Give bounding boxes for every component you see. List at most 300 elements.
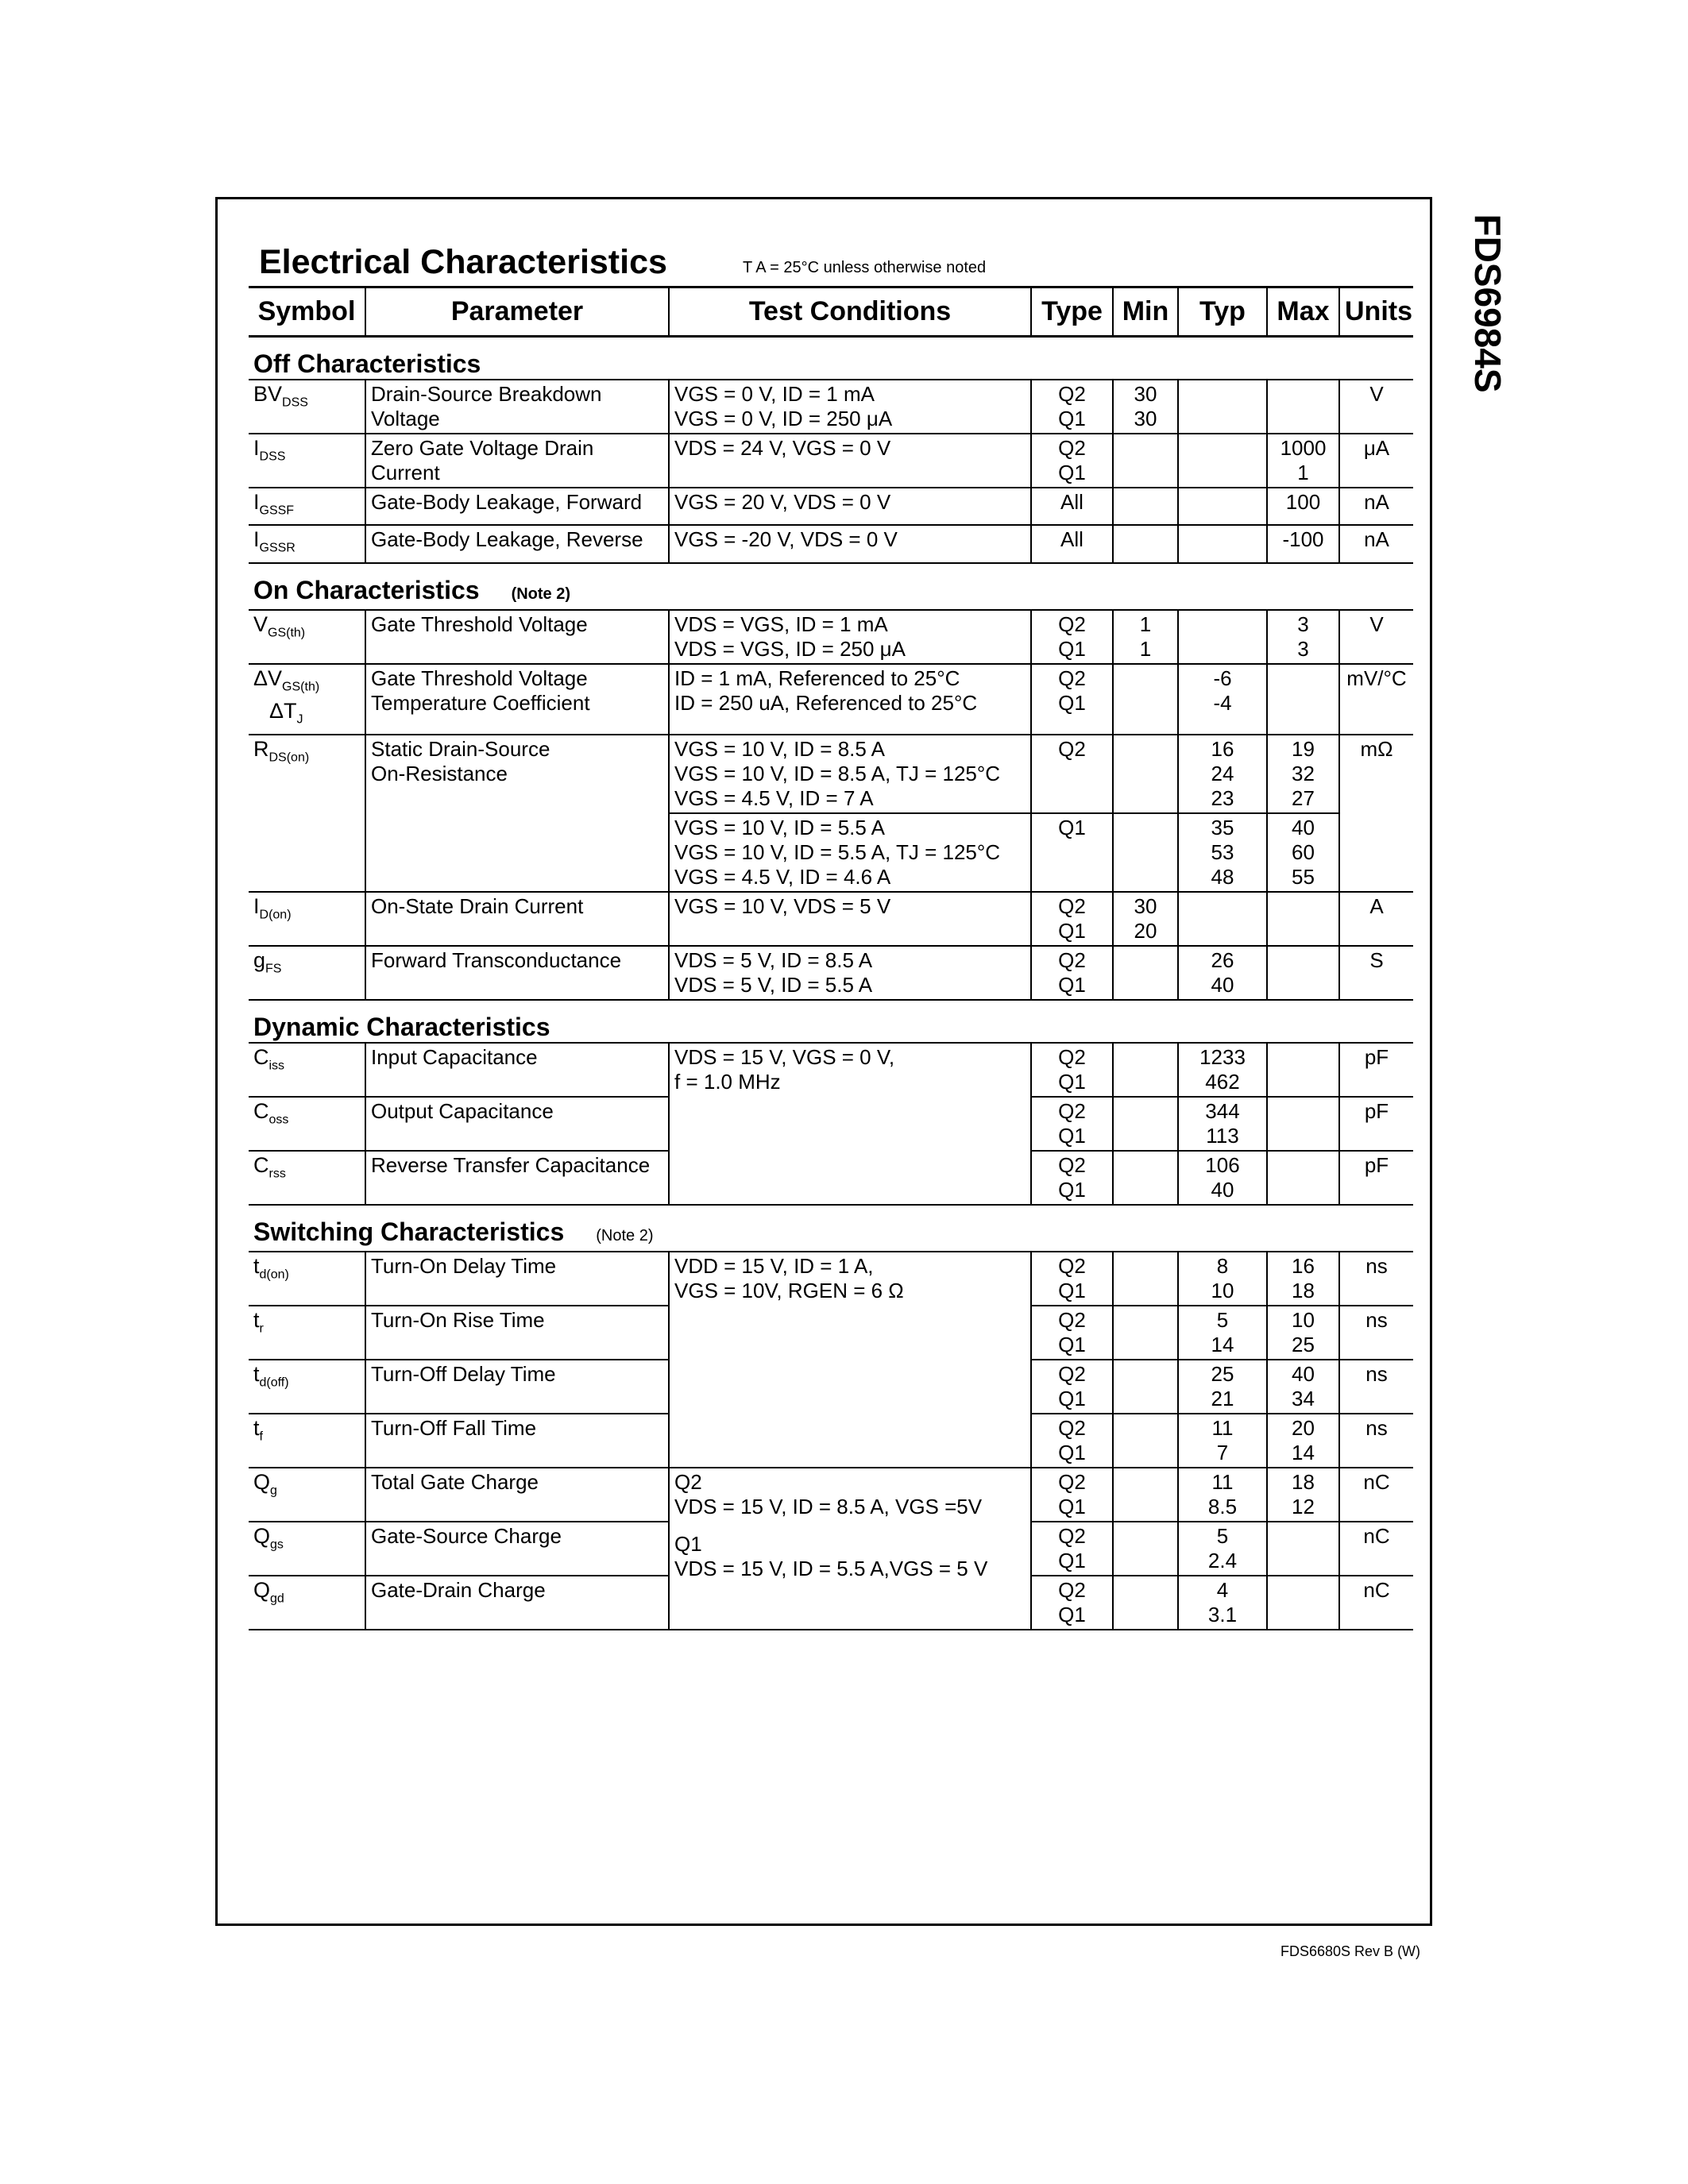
conditions-switching-line: VGS = 10V, RGEN = 6 Ω	[674, 1278, 904, 1302]
units-qgd: nC	[1339, 1576, 1413, 1630]
parameter-dvgsth-line: Gate Threshold Voltage	[371, 666, 588, 690]
parameter-igssr-line: Gate-Body Leakage, Reverse	[371, 527, 643, 552]
symbol-subscript-2: J	[296, 712, 303, 727]
units-qg: nC	[1339, 1468, 1413, 1522]
typ-rdson_q1	[1178, 813, 1267, 892]
typ-qgd-line: 3.1	[1207, 1602, 1238, 1626]
section-title: Off Characteristics	[253, 349, 481, 378]
section-title-cell	[249, 1205, 1413, 1252]
max-bvdss	[1267, 380, 1339, 434]
min-qgs	[1113, 1522, 1178, 1576]
max-qg-line: 18	[1292, 1469, 1315, 1494]
type-igssf-line: All	[1060, 490, 1083, 514]
typ-qg-line: 11	[1211, 1469, 1234, 1494]
typ-tdoff-line: 25	[1211, 1361, 1234, 1386]
max-tf	[1267, 1414, 1339, 1468]
units-igssf: nA	[1339, 488, 1413, 525]
type-coss-line: Q2	[1058, 1098, 1086, 1123]
symbol-dvgsth	[249, 664, 365, 735]
condition-note: T A = 25°C unless otherwise noted	[743, 259, 987, 276]
type-crss-line: Q2	[1058, 1152, 1086, 1177]
conditions-idon-line: VGS = 10 V, VDS = 5 V	[674, 893, 891, 918]
row-ciss	[249, 1043, 1413, 1097]
parameter-ciss	[365, 1043, 669, 1097]
typ-rdson_q1-line: 48	[1211, 864, 1234, 889]
parameter-rdson_q2-line: Static Drain-Source	[371, 736, 550, 761]
type-vgsth	[1031, 610, 1113, 664]
typ-qgd-line: 4	[1216, 1577, 1229, 1602]
type-tf-line: Q2	[1058, 1415, 1086, 1440]
parameter-tdon-line: Turn-On Delay Time	[371, 1253, 557, 1278]
symbol-tdoff	[249, 1360, 365, 1414]
section-title: Switching Characteristics	[253, 1217, 565, 1246]
symbol-main: C	[253, 1098, 269, 1123]
conditions-gfs-line: VDS = 5 V, ID = 5.5 A	[674, 972, 873, 997]
max-idon	[1267, 892, 1339, 946]
typ-qgs-line: 5	[1216, 1523, 1229, 1548]
parameter-igssf	[365, 488, 669, 525]
typ-tr	[1178, 1306, 1267, 1360]
conditions-rdson_q2	[669, 735, 1031, 813]
type-qg-line: Q2	[1058, 1469, 1086, 1494]
row-tdon	[249, 1252, 1413, 1306]
conditions-gate_charge-line: VDS = 15 V, ID = 5.5 A,VGS = 5 V	[674, 1556, 988, 1580]
units-rdson_q2: mΩ	[1339, 735, 1413, 892]
symbol-subscript: rss	[268, 1166, 286, 1180]
typ-qg-line: 8.5	[1207, 1494, 1238, 1518]
symbol-subscript: D(on)	[259, 907, 292, 921]
type-tf-line: Q1	[1058, 1440, 1086, 1464]
symbol-main: BV	[253, 382, 283, 406]
parameter-idon-line: On-State Drain Current	[371, 893, 584, 918]
max-tr	[1267, 1306, 1339, 1360]
parameter-tr	[365, 1306, 669, 1360]
conditions-vgsth-line: VDS = VGS, ID = 250 μA	[674, 636, 906, 661]
type-idss	[1031, 434, 1113, 488]
col-min: Min	[1113, 287, 1178, 337]
conditions-igssr	[669, 525, 1031, 562]
conditions-rdson_q2-line: VGS = 10 V, ID = 8.5 A	[674, 736, 885, 761]
parameter-bvdss-line: Voltage	[371, 407, 440, 430]
type-idon-line: Q1	[1058, 918, 1086, 943]
max-tr-line: 10	[1292, 1307, 1315, 1332]
units-vgsth: V	[1339, 610, 1413, 664]
electrical-characteristics-table	[249, 286, 1413, 1630]
type-vgsth-line: Q2	[1058, 612, 1086, 636]
conditions-bvdss-line: VGS = 0 V, ID = 250 μA	[674, 407, 893, 430]
conditions-rdson_q1-line: VGS = 4.5 V, ID = 4.6 A	[674, 864, 891, 889]
symbol-main: ΔV	[253, 666, 283, 690]
max-igssf-line: 100	[1285, 490, 1321, 514]
units-tr: ns	[1339, 1306, 1413, 1360]
symbol-idss	[249, 434, 365, 488]
conditions-igssr-line: VGS = -20 V, VDS = 0 V	[674, 527, 898, 552]
max-vgsth-line: 3	[1297, 636, 1309, 661]
col-typ: Typ	[1178, 287, 1267, 337]
typ-coss	[1178, 1097, 1267, 1151]
max-tdon-line: 18	[1292, 1278, 1315, 1302]
max-vgsth-line: 3	[1297, 612, 1309, 636]
symbol-gfs	[249, 946, 365, 1000]
max-rdson_q1-line: 40	[1292, 815, 1315, 839]
parameter-crss-line: Reverse Transfer Capacitance	[371, 1152, 651, 1177]
symbol-ciss	[249, 1043, 365, 1097]
conditions-igssf-line: VGS = 20 V, VDS = 0 V	[674, 490, 891, 514]
min-idss	[1113, 434, 1178, 488]
typ-idon	[1178, 892, 1267, 946]
type-gfs-line: Q2	[1058, 947, 1086, 972]
row-idon	[249, 892, 1413, 946]
col-test-conditions: Test Conditions	[669, 287, 1031, 337]
type-coss-line: Q1	[1058, 1123, 1086, 1148]
typ-tr-line: 14	[1211, 1332, 1234, 1356]
symbol-subscript: FS	[265, 961, 282, 975]
type-idss-line: Q1	[1058, 461, 1086, 484]
parameter-qg	[365, 1468, 669, 1522]
type-tdoff	[1031, 1360, 1113, 1414]
max-tf-line: 14	[1292, 1440, 1315, 1464]
max-tdoff	[1267, 1360, 1339, 1414]
symbol-qgs	[249, 1522, 365, 1576]
symbol-tdon	[249, 1252, 365, 1306]
type-igssr	[1031, 525, 1113, 562]
max-rdson_q1-line: 60	[1292, 839, 1315, 864]
typ-tdon-line: 8	[1216, 1253, 1229, 1278]
units-igssr: nA	[1339, 525, 1413, 562]
symbol-subscript: d(on)	[259, 1267, 289, 1281]
min-tr	[1113, 1306, 1178, 1360]
max-rdson_q2-line: 27	[1292, 785, 1315, 810]
conditions-idss	[669, 434, 1031, 488]
col-symbol: Symbol	[249, 287, 365, 337]
type-tdon-line: Q1	[1058, 1278, 1086, 1302]
typ-qgd	[1178, 1576, 1267, 1630]
col-type: Type	[1031, 287, 1113, 337]
max-tdon-line: 16	[1292, 1253, 1315, 1278]
typ-tdoff-line: 21	[1211, 1386, 1234, 1410]
min-igssf	[1113, 488, 1178, 525]
min-bvdss-line: 30	[1134, 382, 1157, 406]
max-gfs	[1267, 946, 1339, 1000]
min-qg	[1113, 1468, 1178, 1522]
units-tdoff: ns	[1339, 1360, 1413, 1414]
conditions-idon	[669, 892, 1031, 946]
section-title-cell	[249, 337, 1413, 380]
symbol-main: t	[253, 1361, 260, 1386]
conditions-rdson_q1	[669, 813, 1031, 892]
conditions-switching	[669, 1252, 1031, 1468]
symbol-vgsth	[249, 610, 365, 664]
symbol-tr	[249, 1306, 365, 1360]
typ-coss-line: 113	[1206, 1123, 1239, 1148]
col-units: Units	[1339, 287, 1413, 337]
parameter-gfs	[365, 946, 669, 1000]
symbol-igssr	[249, 525, 365, 562]
max-tr-line: 25	[1292, 1332, 1315, 1356]
symbol-bvdss	[249, 380, 365, 434]
symbol-tf	[249, 1414, 365, 1468]
typ-tf-line: 7	[1216, 1440, 1229, 1464]
min-dvgsth	[1113, 664, 1178, 735]
symbol-main: I	[253, 436, 260, 460]
parameter-idss-line: Zero Gate Voltage Drain	[371, 436, 594, 460]
max-idss-line: 1000	[1280, 436, 1327, 460]
conditions-bvdss-line: VGS = 0 V, ID = 1 mA	[674, 382, 875, 406]
typ-coss-line: 344	[1205, 1098, 1240, 1123]
units-bvdss: V	[1339, 380, 1413, 434]
units-gfs: S	[1339, 946, 1413, 1000]
type-crss-line: Q1	[1058, 1177, 1086, 1202]
units-idon: A	[1339, 892, 1413, 946]
col-max: Max	[1267, 287, 1339, 337]
row-qg	[249, 1468, 1413, 1522]
type-qgd	[1031, 1576, 1113, 1630]
typ-igssr	[1178, 525, 1267, 562]
units-coss: pF	[1339, 1097, 1413, 1151]
section-note: (Note 2)	[596, 1226, 654, 1244]
min-vgsth	[1113, 610, 1178, 664]
typ-crss-line: 106	[1205, 1152, 1240, 1177]
symbol-main-2: ΔT	[269, 699, 297, 723]
typ-tf	[1178, 1414, 1267, 1468]
type-crss	[1031, 1151, 1113, 1205]
parameter-qgd-line: Gate-Drain Charge	[371, 1577, 546, 1602]
min-coss	[1113, 1097, 1178, 1151]
max-igssr	[1267, 525, 1339, 562]
type-tr	[1031, 1306, 1113, 1360]
typ-dvgsth-line: -4	[1213, 690, 1232, 715]
min-bvdss-line: 30	[1134, 407, 1157, 430]
section-title-cell	[249, 563, 1413, 610]
symbol-subscript: GSSF	[259, 504, 295, 518]
typ-dvgsth	[1178, 664, 1267, 735]
symbol-subscript: GS(th)	[268, 626, 306, 640]
type-rdson_q1	[1031, 813, 1113, 892]
parameter-idss	[365, 434, 669, 488]
symbol-idon	[249, 892, 365, 946]
max-qg	[1267, 1468, 1339, 1522]
page-title: Electrical Characteristics	[259, 243, 667, 281]
symbol-subscript: DS(on)	[268, 750, 310, 764]
min-tdon	[1113, 1252, 1178, 1306]
symbol-subscript: f	[259, 1429, 263, 1443]
symbol-rdson_q2	[249, 735, 365, 892]
conditions-gate_charge-line: Q2	[674, 1469, 702, 1494]
type-tdon-line: Q2	[1058, 1253, 1086, 1278]
typ-rdson_q1-line: 35	[1211, 815, 1234, 839]
conditions-dvgsth	[669, 664, 1031, 735]
conditions-rdson_q2-line: VGS = 4.5 V, ID = 7 A	[674, 785, 874, 810]
conditions-gate_charge-line: VDS = 15 V, ID = 8.5 A, VGS =5V	[674, 1494, 983, 1518]
typ-qgs	[1178, 1522, 1267, 1576]
symbol-coss	[249, 1097, 365, 1151]
parameter-ciss-line: Input Capacitance	[371, 1044, 538, 1069]
type-ciss	[1031, 1043, 1113, 1097]
section-off	[249, 337, 1413, 380]
typ-tdoff	[1178, 1360, 1267, 1414]
conditions-gfs	[669, 946, 1031, 1000]
typ-igssf	[1178, 488, 1267, 525]
typ-crss	[1178, 1151, 1267, 1205]
typ-idss	[1178, 434, 1267, 488]
units-tf: ns	[1339, 1414, 1413, 1468]
parameter-idss-line: Current	[371, 461, 440, 484]
parameter-dvgsth-line: Temperature Coefficient	[371, 690, 590, 715]
symbol-qgd	[249, 1576, 365, 1630]
type-tdoff-line: Q2	[1058, 1361, 1086, 1386]
parameter-qgs	[365, 1522, 669, 1576]
conditions-igssf	[669, 488, 1031, 525]
symbol-subscript: gs	[270, 1537, 284, 1551]
min-ciss	[1113, 1043, 1178, 1097]
type-qgd-line: Q1	[1058, 1602, 1086, 1626]
section-switching	[249, 1205, 1413, 1252]
type-qg	[1031, 1468, 1113, 1522]
typ-rdson_q1-line: 53	[1211, 839, 1234, 864]
symbol-igssf	[249, 488, 365, 525]
symbol-main: Q	[253, 1523, 271, 1548]
symbol-qg	[249, 1468, 365, 1522]
symbol-main: Q	[253, 1577, 271, 1602]
parameter-rdson_q2-line: On-Resistance	[371, 761, 508, 785]
parameter-qg-line: Total Gate Charge	[371, 1469, 539, 1494]
symbol-subscript: GSSR	[259, 541, 295, 555]
footer-revision: FDS6680S Rev B (W)	[1280, 1943, 1421, 1959]
conditions-capacitance	[669, 1043, 1031, 1205]
typ-qg	[1178, 1468, 1267, 1522]
symbol-main: g	[253, 947, 266, 972]
max-rdson_q2-line: 32	[1292, 761, 1315, 785]
type-gfs-line: Q1	[1058, 972, 1086, 997]
symbol-main: t	[253, 1253, 260, 1278]
typ-vgsth	[1178, 610, 1267, 664]
symbol-main: V	[253, 612, 268, 636]
type-tdoff-line: Q1	[1058, 1386, 1086, 1410]
parameter-tdon	[365, 1252, 669, 1306]
header-row	[249, 287, 1413, 337]
max-igssf	[1267, 488, 1339, 525]
typ-gfs	[1178, 946, 1267, 1000]
parameter-igssr	[365, 525, 669, 562]
type-qgs	[1031, 1522, 1113, 1576]
units-qgs: nC	[1339, 1522, 1413, 1576]
max-qg-line: 12	[1292, 1494, 1315, 1518]
typ-gfs-line: 40	[1211, 972, 1234, 997]
max-idss-line: 1	[1297, 461, 1309, 484]
row-gfs	[249, 946, 1413, 1000]
symbol-main: C	[253, 1152, 269, 1177]
symbol-main: t	[253, 1415, 260, 1440]
parameter-bvdss	[365, 380, 669, 434]
parameter-bvdss-line: Drain-Source Breakdown	[371, 382, 602, 406]
max-rdson_q1	[1267, 813, 1339, 892]
parameter-tr-line: Turn-On Rise Time	[371, 1307, 545, 1332]
parameter-vgsth	[365, 610, 669, 664]
min-vgsth-line: 1	[1139, 612, 1152, 636]
type-gfs	[1031, 946, 1113, 1000]
max-tdoff-line: 34	[1292, 1386, 1315, 1410]
units-dvgsth: mV/°C	[1339, 664, 1413, 735]
section-note: (Note 2)	[511, 585, 571, 603]
symbol-main: t	[253, 1307, 260, 1332]
max-rdson_q2-line: 19	[1292, 736, 1315, 761]
typ-ciss-line: 1233	[1199, 1044, 1246, 1069]
typ-dvgsth-line: -6	[1213, 666, 1232, 690]
symbol-subscript: GS(th)	[282, 680, 320, 694]
conditions-capacitance-line: VDS = 15 V, VGS = 0 V,	[674, 1044, 895, 1069]
type-idon-line: Q2	[1058, 893, 1086, 918]
max-rdson_q2	[1267, 735, 1339, 813]
type-dvgsth-line: Q2	[1058, 666, 1086, 690]
type-coss	[1031, 1097, 1113, 1151]
typ-rdson_q2	[1178, 735, 1267, 813]
symbol-subscript: g	[270, 1483, 277, 1497]
typ-qgs-line: 2.4	[1207, 1548, 1238, 1572]
conditions-rdson_q2-line: VGS = 10 V, ID = 8.5 A, TJ = 125°C	[674, 761, 1001, 785]
conditions-switching-line: VDD = 15 V, ID = 1 A,	[674, 1253, 874, 1278]
conditions-gate_charge	[669, 1468, 1031, 1630]
typ-rdson_q2-line: 23	[1211, 785, 1234, 810]
max-tdoff-line: 40	[1292, 1361, 1315, 1386]
units-ciss: pF	[1339, 1043, 1413, 1097]
conditions-vgsth-line: VDS = VGS, ID = 1 mA	[674, 612, 888, 636]
type-bvdss-line: Q1	[1058, 407, 1086, 430]
parameter-vgsth-line: Gate Threshold Voltage	[371, 612, 588, 636]
type-qgd-line: Q2	[1058, 1577, 1086, 1602]
max-crss	[1267, 1151, 1339, 1205]
min-gfs	[1113, 946, 1178, 1000]
conditions-idss-line: VDS = 24 V, VGS = 0 V	[674, 436, 891, 460]
max-dvgsth	[1267, 664, 1339, 735]
parameter-crss	[365, 1151, 669, 1205]
parameter-tdoff-line: Turn-Off Delay Time	[371, 1361, 556, 1386]
min-idon-line: 20	[1134, 918, 1157, 943]
max-qgd	[1267, 1576, 1339, 1630]
type-rdson_q1-line: Q1	[1058, 815, 1086, 839]
col-parameter: Parameter	[365, 287, 669, 337]
parameter-coss	[365, 1097, 669, 1151]
typ-ciss-line: 462	[1205, 1069, 1240, 1094]
min-rdson_q1	[1113, 813, 1178, 892]
type-tdon	[1031, 1252, 1113, 1306]
row-igssr	[249, 525, 1413, 562]
symbol-subscript: gd	[270, 1591, 284, 1605]
type-rdson_q2-line: Q2	[1058, 736, 1086, 761]
type-dvgsth-line: Q1	[1058, 690, 1086, 715]
symbol-subscript: DSS	[282, 396, 308, 410]
conditions-gate_charge-line: Q1	[674, 1531, 702, 1556]
min-tf	[1113, 1414, 1178, 1468]
type-rdson_q2	[1031, 735, 1113, 813]
typ-tdon	[1178, 1252, 1267, 1306]
type-idon	[1031, 892, 1113, 946]
parameter-qgs-line: Gate-Source Charge	[371, 1523, 562, 1548]
type-qgs-line: Q2	[1058, 1523, 1086, 1548]
symbol-crss	[249, 1151, 365, 1205]
conditions-rdson_q1-line: VGS = 10 V, ID = 5.5 A	[674, 815, 885, 839]
typ-tdon-line: 10	[1211, 1278, 1234, 1302]
row-idss	[249, 434, 1413, 488]
type-qgs-line: Q1	[1058, 1548, 1086, 1572]
symbol-main: I	[253, 490, 260, 514]
type-bvdss-line: Q2	[1058, 382, 1086, 406]
conditions-capacitance-line: f = 1.0 MHz	[674, 1069, 781, 1094]
min-idon	[1113, 892, 1178, 946]
part-number: FDS6984S	[1467, 214, 1508, 393]
max-ciss	[1267, 1043, 1339, 1097]
min-tdoff	[1113, 1360, 1178, 1414]
row-dvgsth	[249, 664, 1413, 735]
